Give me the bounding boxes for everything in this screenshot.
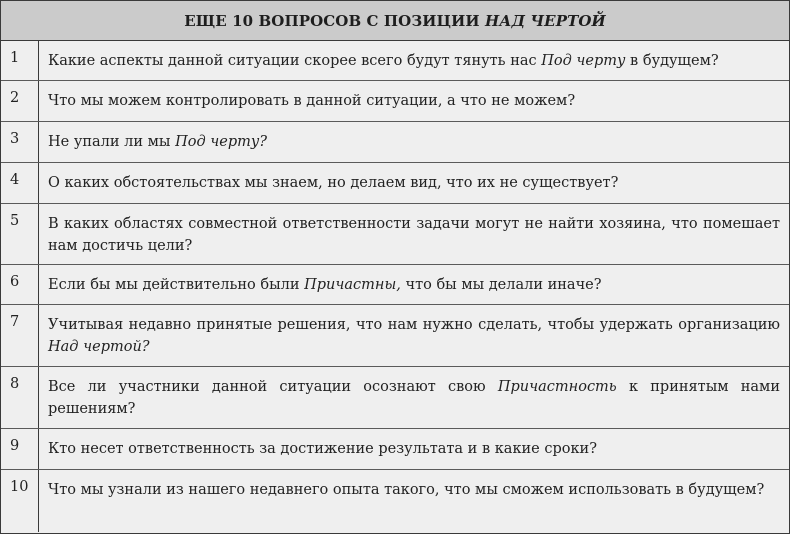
question-text bbox=[39, 122, 789, 162]
text-fragment: Какие аспекты данной ситуации скорее всего будут тянуть нас bbox=[48, 53, 542, 69]
emphasis-text: Причастность bbox=[497, 379, 617, 395]
question-text bbox=[39, 470, 789, 532]
question-text bbox=[39, 429, 789, 469]
text-fragment: Учитывая недавно принятые решения, что нам нужно сделать, чтобы удержать организацию bbox=[48, 317, 780, 333]
row-number: 10 bbox=[1, 470, 39, 532]
row-number: 6 bbox=[1, 265, 39, 304]
text-fragment: Кто несет ответственность за достижение результата и в какие сроки? bbox=[48, 441, 597, 457]
question-text bbox=[39, 265, 789, 304]
table-row bbox=[1, 367, 789, 429]
row-number: 1 bbox=[1, 41, 39, 80]
text-fragment: в будущем? bbox=[625, 53, 719, 69]
row-number: 2 bbox=[1, 81, 39, 121]
question-text bbox=[39, 305, 789, 366]
question-text bbox=[39, 163, 789, 203]
question-text bbox=[39, 204, 789, 264]
row-number: 7 bbox=[1, 305, 39, 366]
table-row bbox=[1, 122, 789, 163]
question-text bbox=[39, 367, 789, 428]
row-number: 8 bbox=[1, 367, 39, 428]
row-number: 3 bbox=[1, 122, 39, 162]
table-row bbox=[1, 163, 789, 204]
text-fragment: Что мы можем контролировать в данной ситуации, а что не можем? bbox=[48, 93, 576, 109]
text-fragment: Если бы мы действительно были bbox=[48, 277, 305, 293]
text-fragment: Что мы узнали из нашего недавнего опыта такого, что мы сможем использовать в будущем? bbox=[48, 482, 765, 498]
text-fragment: В каких областях совместной ответственности задачи могут не найти хозяина, что помешает нам достичь цели? bbox=[48, 216, 780, 254]
table-row bbox=[1, 204, 789, 265]
header-title-italic: НАД ЧЕРТОЙ bbox=[485, 11, 606, 30]
text-fragment: что бы мы делали иначе? bbox=[400, 277, 602, 293]
table-row bbox=[1, 429, 789, 470]
question-text bbox=[39, 81, 789, 121]
emphasis-text: Причастны, bbox=[304, 277, 401, 293]
header-title: ЕЩЕ 10 ВОПРОСОВ С ПОЗИЦИИ bbox=[184, 11, 480, 30]
table-header bbox=[1, 1, 789, 41]
table-row bbox=[1, 470, 789, 532]
emphasis-text: Над чертой? bbox=[48, 339, 150, 355]
table-body bbox=[1, 41, 789, 532]
table-row bbox=[1, 41, 789, 81]
row-number: 9 bbox=[1, 429, 39, 469]
text-fragment: О каких обстоятельствах мы знаем, но делаем вид, что их не существует? bbox=[48, 175, 619, 191]
text-fragment: к принятым нами решениям? bbox=[48, 379, 780, 417]
emphasis-text: Под черту bbox=[541, 53, 626, 69]
text-fragment: Все ли участники данной ситуации осознают свою bbox=[48, 379, 498, 395]
question-text bbox=[39, 41, 789, 80]
row-number: 4 bbox=[1, 163, 39, 203]
emphasis-text: Под черту? bbox=[175, 134, 268, 150]
row-number: 5 bbox=[1, 204, 39, 264]
table-row bbox=[1, 305, 789, 367]
table-row bbox=[1, 265, 789, 305]
table-row bbox=[1, 81, 789, 122]
text-fragment: Не упали ли мы bbox=[48, 134, 176, 150]
